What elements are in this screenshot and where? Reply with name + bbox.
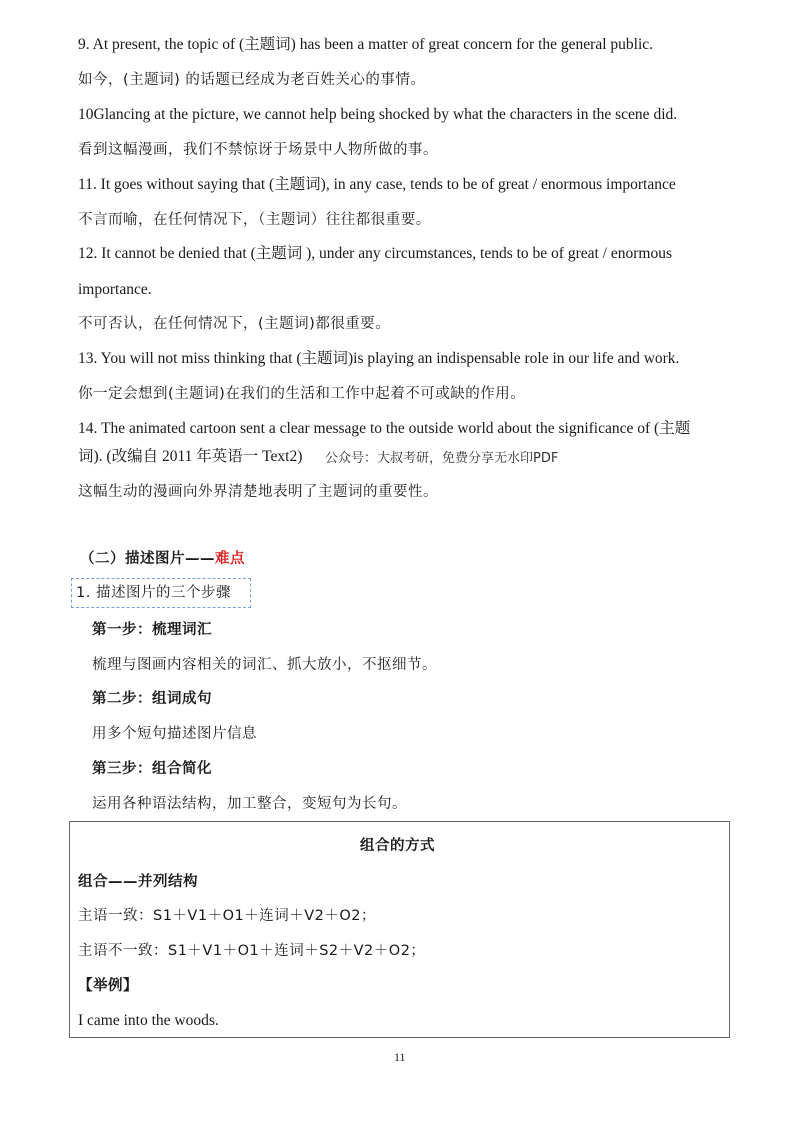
line-14-en: 14. The animated cartoon sent a clear message to the outside world about the significance of (主题 [78, 420, 691, 437]
line-13-cn: 你一定会想到(主题词)在我们的生活和工作中起着不可或缺的作用。 [78, 386, 526, 402]
line-11-en: 11. It goes without saying that (主题词), in any case, tends to be of great / enormous importance [78, 176, 676, 193]
step-1-text: 梳理与图画内容相关的词汇、抓大放小，不抠细节。 [92, 657, 437, 673]
page-number: 11 [394, 1050, 406, 1064]
line-9-cn: 如今，(主题词) 的话题已经成为老百姓关心的事情。 [78, 72, 426, 88]
section-heading [80, 549, 245, 569]
line-9-en: 9. At present, the topic of (主题词) has been a matter of great concern for the general public. [78, 36, 654, 53]
line-10-cn: 看到这幅漫画，我们不禁惊讶于场景中人物所做的事。 [78, 142, 438, 158]
line-11-cn: 不言而喻，在任何情况下，（主题词）往往都很重要。 [78, 212, 431, 228]
step-1-title: 第一步：梳理词汇 [92, 622, 212, 638]
step-2-title: 第二步：组词成句 [92, 691, 212, 707]
sub-heading: 1. 描述图片的三个步骤 [76, 585, 231, 601]
step-3-text: 运用各种语法结构，加工整合，变短句为长句。 [92, 796, 407, 812]
box-rule-1: 主语一致：S1＋V1＋O1＋连词＋V2＋O2； [78, 908, 376, 924]
line-12-cn: 不可否认，在任何情况下，(主题词)都很重要。 [78, 316, 391, 332]
line-14-cn: 这幅生动的漫画向外界清楚地表明了主题词的重要性。 [78, 484, 438, 500]
example-text: I came into the woods. [78, 1012, 219, 1029]
line-13-en: 13. You will not miss thinking that (主题词)is playing an indispensable role in our life and work. [78, 350, 680, 367]
line-12-en-cont: importance. [78, 281, 152, 298]
example-label: 【举例】 [78, 978, 138, 994]
line-12-en: 12. It cannot be denied that (主题词 ), under any circumstances, tends to be of great / enormous [78, 245, 672, 262]
watermark-text: 公众号：大叔考研，免费分享无水印PDF [325, 451, 559, 466]
step-2-text: 用多个短句描述图片信息 [92, 726, 257, 742]
section-heading-prefix: （二）描述图片—— [80, 551, 215, 567]
section-heading-highlight: 难点 [215, 551, 245, 567]
box-title: 组合的方式 [360, 838, 435, 854]
line-10-en: 10Glancing at the picture, we cannot help being shocked by what the characters in the scene did. [78, 106, 678, 123]
step-3-title: 第三步：组合简化 [92, 761, 212, 777]
box-rule-2: 主语不一致：S1＋V1＋O1＋连词＋S2＋V2＋O2； [78, 943, 426, 959]
box-subtitle: 组合——并列结构 [78, 874, 198, 890]
line-14-en-cont: 词). (改编自 2011 年英语一 Text2) [78, 448, 303, 465]
